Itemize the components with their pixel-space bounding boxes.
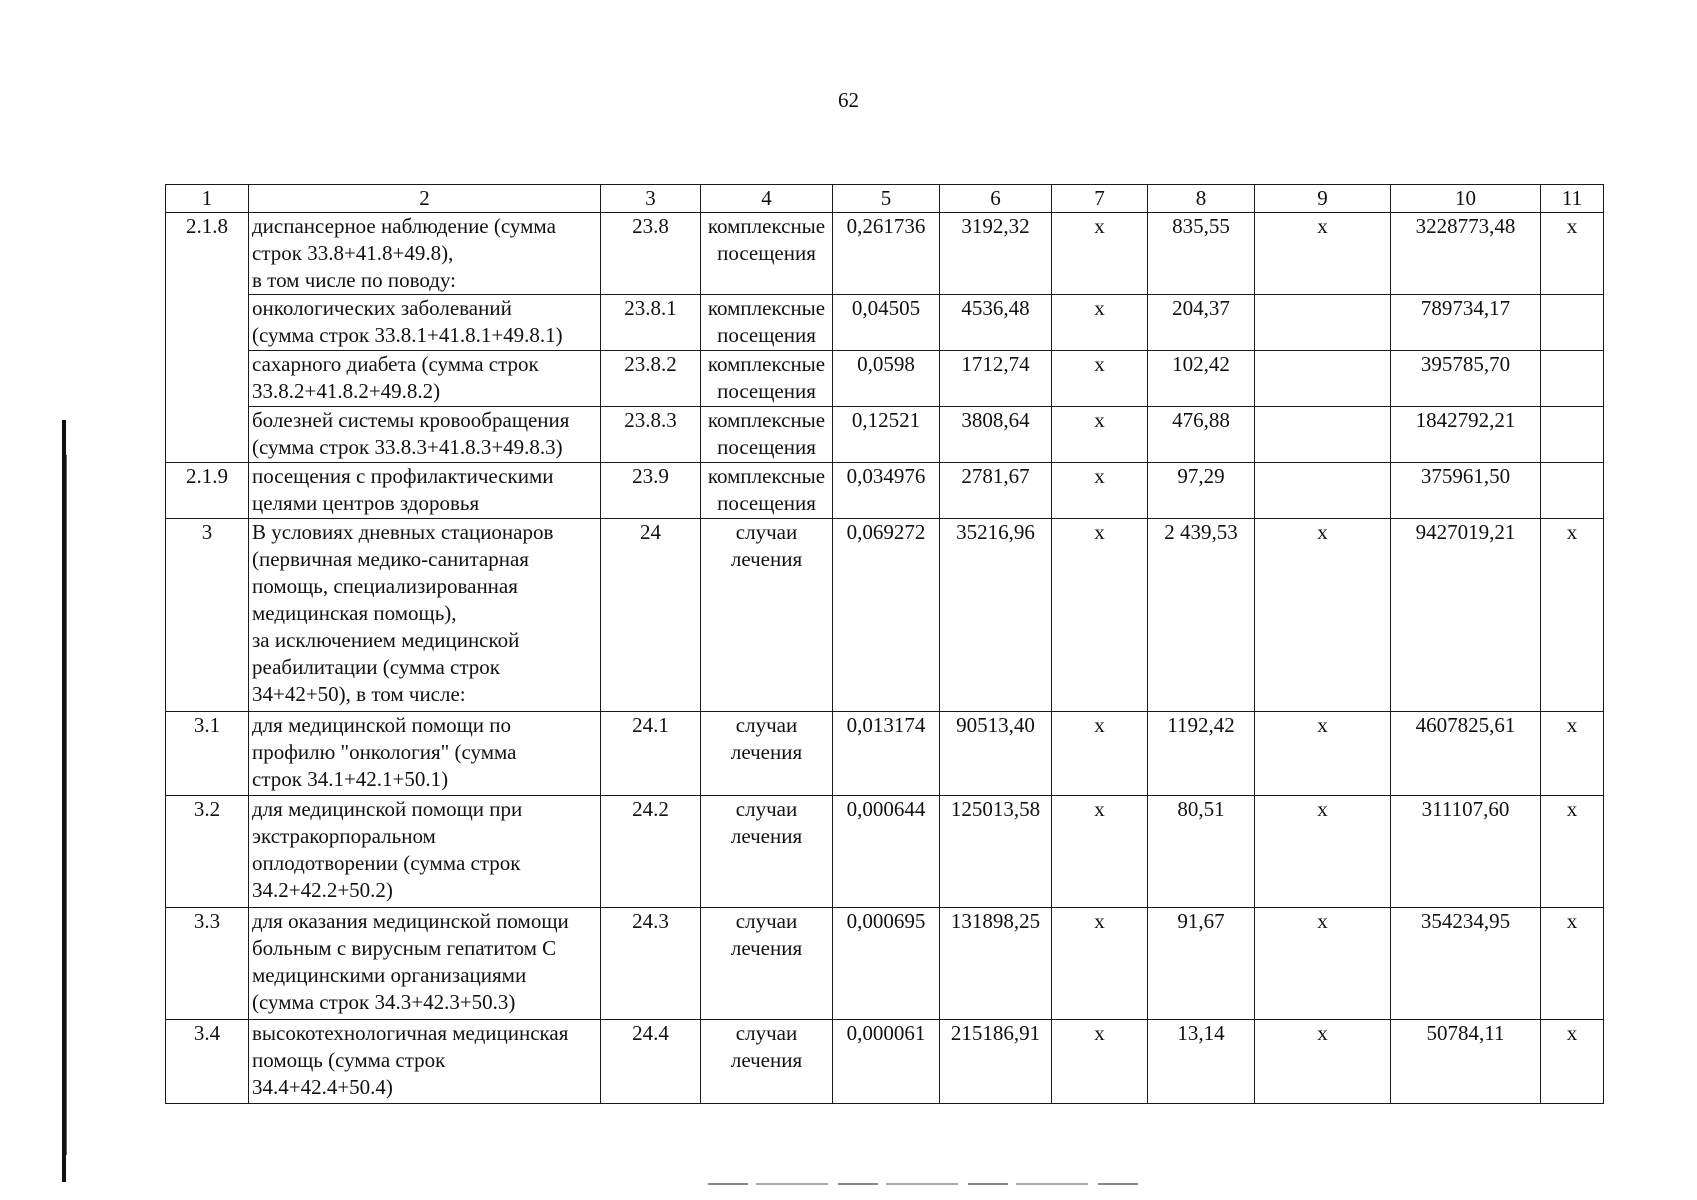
row-value-6: 35216,96 bbox=[940, 519, 1052, 712]
table-row bbox=[166, 407, 1604, 463]
row-value-5: 0,069272 bbox=[833, 519, 940, 712]
row-value-7: х bbox=[1052, 908, 1148, 1020]
row-number: 2.1.9 bbox=[166, 463, 249, 519]
page-number: 62 bbox=[838, 88, 859, 112]
row-value-10: 1842792,21 bbox=[1391, 407, 1541, 463]
scan-noise-line bbox=[708, 1183, 1138, 1185]
row-value-10: 9427019,21 bbox=[1391, 519, 1541, 712]
table-row bbox=[166, 213, 1604, 295]
row-name-line: сахарного диабета (сумма строк bbox=[252, 352, 539, 376]
row-unit-line: случаи bbox=[735, 1021, 798, 1045]
row-value-9: х bbox=[1255, 519, 1391, 712]
row-value-7: х bbox=[1052, 213, 1148, 295]
row-code: 24.2 bbox=[601, 796, 701, 908]
row-value-10: 789734,17 bbox=[1391, 295, 1541, 351]
table-row bbox=[166, 519, 1604, 712]
row-name-line: В условиях дневных стационаров bbox=[252, 520, 554, 544]
row-name bbox=[249, 295, 601, 351]
row-value-7: х bbox=[1052, 407, 1148, 463]
column-number-2: 2 bbox=[249, 185, 601, 213]
row-number bbox=[166, 351, 249, 407]
row-value-7: х bbox=[1052, 712, 1148, 796]
row-unit-line: лечения bbox=[730, 936, 803, 960]
row-name-line: для медицинской помощи по bbox=[252, 713, 512, 737]
column-number-6: 6 bbox=[940, 185, 1052, 213]
row-name-line: высокотехнологичная медицинская bbox=[252, 1021, 569, 1045]
table-row bbox=[166, 1020, 1604, 1104]
row-value-5: 0,000695 bbox=[833, 908, 940, 1020]
row-unit bbox=[701, 908, 833, 1020]
row-value-7: х bbox=[1052, 463, 1148, 519]
row-number bbox=[166, 407, 249, 463]
row-unit bbox=[701, 1020, 833, 1104]
row-unit bbox=[701, 213, 833, 295]
row-value-10: 375961,50 bbox=[1391, 463, 1541, 519]
row-value-7: х bbox=[1052, 295, 1148, 351]
row-code: 23.8.3 bbox=[601, 407, 701, 463]
row-name bbox=[249, 1020, 601, 1104]
row-value-6: 4536,48 bbox=[940, 295, 1052, 351]
row-unit-line: посещения bbox=[717, 323, 816, 347]
row-value-9: х bbox=[1255, 712, 1391, 796]
row-value-5: 0,034976 bbox=[833, 463, 940, 519]
row-code: 24.4 bbox=[601, 1020, 701, 1104]
row-value-8: 2 439,53 bbox=[1148, 519, 1255, 712]
row-number: 3.2 bbox=[166, 796, 249, 908]
row-value-5: 0,000644 bbox=[833, 796, 940, 908]
row-value-6: 3192,32 bbox=[940, 213, 1052, 295]
row-name-line: 34.2+42.2+50.2) bbox=[252, 878, 393, 902]
row-value-7: х bbox=[1052, 351, 1148, 407]
row-number bbox=[166, 295, 249, 351]
column-number-row bbox=[166, 185, 1604, 213]
row-number: 3.1 bbox=[166, 712, 249, 796]
row-name-line: для оказания медицинской помощи bbox=[252, 909, 569, 933]
table-row bbox=[166, 712, 1604, 796]
row-name bbox=[249, 407, 601, 463]
row-name bbox=[249, 213, 601, 295]
row-value-9 bbox=[1255, 463, 1391, 519]
row-name-line: (первичная медико-санитарная bbox=[252, 547, 529, 571]
row-name-line: помощь (сумма строк bbox=[252, 1048, 446, 1072]
row-name-line: (сумма строк 33.8.3+41.8.3+49.8.3) bbox=[252, 435, 563, 459]
row-name-line: для медицинской помощи при bbox=[252, 797, 523, 821]
row-number: 3 bbox=[166, 519, 249, 712]
table-row bbox=[166, 908, 1604, 1020]
column-number-9: 9 bbox=[1255, 185, 1391, 213]
row-name-line: посещения с профилактическими bbox=[252, 464, 554, 488]
row-name-line: медицинскими организациями bbox=[252, 963, 527, 987]
row-unit-line: лечения bbox=[730, 1048, 803, 1072]
row-value-5: 0,013174 bbox=[833, 712, 940, 796]
scan-edge-mark-thin bbox=[66, 455, 67, 1155]
row-value-9: х bbox=[1255, 908, 1391, 1020]
row-name bbox=[249, 351, 601, 407]
row-value-10: 354234,95 bbox=[1391, 908, 1541, 1020]
row-code: 23.8.1 bbox=[601, 295, 701, 351]
row-unit-line: случаи bbox=[735, 909, 798, 933]
row-value-9: х bbox=[1255, 213, 1391, 295]
row-value-8: 204,37 bbox=[1148, 295, 1255, 351]
row-value-6: 1712,74 bbox=[940, 351, 1052, 407]
row-number: 3.3 bbox=[166, 908, 249, 1020]
row-value-6: 90513,40 bbox=[940, 712, 1052, 796]
row-value-6: 3808,64 bbox=[940, 407, 1052, 463]
row-unit-line: посещения bbox=[717, 491, 816, 515]
row-value-6: 131898,25 bbox=[940, 908, 1052, 1020]
row-unit-line: случаи bbox=[735, 797, 798, 821]
row-unit bbox=[701, 712, 833, 796]
row-unit-line: посещения bbox=[717, 435, 816, 459]
row-code: 23.8 bbox=[601, 213, 701, 295]
row-value-8: 97,29 bbox=[1148, 463, 1255, 519]
row-name-line: 34+42+50), в том числе: bbox=[252, 682, 466, 706]
data-table bbox=[165, 184, 1604, 1104]
row-unit-line: случаи bbox=[735, 713, 798, 737]
row-unit-line: лечения bbox=[730, 824, 803, 848]
row-unit-line: комплексные bbox=[707, 296, 826, 320]
row-value-8: 835,55 bbox=[1148, 213, 1255, 295]
row-number: 3.4 bbox=[166, 1020, 249, 1104]
row-value-7: х bbox=[1052, 1020, 1148, 1104]
row-name-line: (сумма строк 33.8.1+41.8.1+49.8.1) bbox=[252, 323, 563, 347]
row-unit-line: посещения bbox=[717, 379, 816, 403]
row-value-6: 125013,58 bbox=[940, 796, 1052, 908]
row-code: 24.1 bbox=[601, 712, 701, 796]
row-value-9: х bbox=[1255, 1020, 1391, 1104]
row-name-line: реабилитации (сумма строк bbox=[252, 655, 500, 679]
row-value-5: 0,000061 bbox=[833, 1020, 940, 1104]
row-unit-line: комплексные bbox=[707, 464, 826, 488]
column-number-8: 8 bbox=[1148, 185, 1255, 213]
row-name-line: целями центров здоровья bbox=[252, 491, 480, 515]
row-name-line: диспансерное наблюдение (сумма bbox=[252, 214, 556, 238]
row-value-8: 91,67 bbox=[1148, 908, 1255, 1020]
row-unit-line: комплексные bbox=[707, 214, 826, 238]
row-value-11 bbox=[1541, 295, 1604, 351]
row-value-9 bbox=[1255, 351, 1391, 407]
row-value-7: х bbox=[1052, 796, 1148, 908]
row-name bbox=[249, 908, 601, 1020]
row-name-line: болезней системы кровообращения bbox=[252, 408, 570, 432]
row-value-9 bbox=[1255, 407, 1391, 463]
row-name-line: больным с вирусным гепатитом С bbox=[252, 936, 557, 960]
column-number-3: 3 bbox=[601, 185, 701, 213]
row-value-11: х bbox=[1541, 796, 1604, 908]
row-value-6: 2781,67 bbox=[940, 463, 1052, 519]
row-unit-line: посещения bbox=[717, 241, 816, 265]
column-number-4: 4 bbox=[701, 185, 833, 213]
row-name-line: медицинская помощь), bbox=[252, 601, 457, 625]
row-name bbox=[249, 796, 601, 908]
row-value-10: 3228773,48 bbox=[1391, 213, 1541, 295]
row-value-11 bbox=[1541, 351, 1604, 407]
row-unit-line: лечения bbox=[730, 740, 803, 764]
row-value-11: х bbox=[1541, 213, 1604, 295]
row-value-8: 13,14 bbox=[1148, 1020, 1255, 1104]
row-name bbox=[249, 519, 601, 712]
row-value-11: х bbox=[1541, 519, 1604, 712]
row-value-10: 50784,11 bbox=[1391, 1020, 1541, 1104]
row-unit-line: лечения bbox=[730, 547, 803, 571]
row-code: 23.9 bbox=[601, 463, 701, 519]
row-value-11 bbox=[1541, 463, 1604, 519]
row-value-9: х bbox=[1255, 796, 1391, 908]
row-unit-line: комплексные bbox=[707, 352, 826, 376]
table-row bbox=[166, 463, 1604, 519]
column-number-7: 7 bbox=[1052, 185, 1148, 213]
row-name-line: (сумма строк 34.3+42.3+50.3) bbox=[252, 990, 516, 1014]
row-value-5: 0,261736 bbox=[833, 213, 940, 295]
row-unit bbox=[701, 407, 833, 463]
column-number-11: 11 bbox=[1541, 185, 1604, 213]
table-row bbox=[166, 351, 1604, 407]
row-unit bbox=[701, 351, 833, 407]
row-value-10: 4607825,61 bbox=[1391, 712, 1541, 796]
row-unit bbox=[701, 796, 833, 908]
row-name-line: помощь, специализированная bbox=[252, 574, 518, 598]
row-value-11: х bbox=[1541, 908, 1604, 1020]
row-name bbox=[249, 463, 601, 519]
row-name-line: строк 33.8+41.8+49.8), bbox=[252, 241, 454, 265]
row-unit-line: случаи bbox=[735, 520, 798, 544]
row-unit bbox=[701, 463, 833, 519]
row-name-line: 34.4+42.4+50.4) bbox=[252, 1075, 393, 1099]
row-value-11 bbox=[1541, 407, 1604, 463]
row-unit bbox=[701, 295, 833, 351]
row-value-8: 1192,42 bbox=[1148, 712, 1255, 796]
row-value-10: 311107,60 bbox=[1391, 796, 1541, 908]
row-name-line: онкологических заболеваний bbox=[252, 296, 512, 320]
row-unit-line: комплексные bbox=[707, 408, 826, 432]
row-value-5: 0,12521 bbox=[833, 407, 940, 463]
row-name-line: 33.8.2+41.8.2+49.8.2) bbox=[252, 379, 441, 403]
row-name bbox=[249, 712, 601, 796]
row-name-line: за исключением медицинской bbox=[252, 628, 520, 652]
row-value-8: 102,42 bbox=[1148, 351, 1255, 407]
row-value-11: х bbox=[1541, 1020, 1604, 1104]
row-value-9 bbox=[1255, 295, 1391, 351]
row-value-7: х bbox=[1052, 519, 1148, 712]
row-code: 23.8.2 bbox=[601, 351, 701, 407]
column-number-1: 1 bbox=[166, 185, 249, 213]
row-value-11: х bbox=[1541, 712, 1604, 796]
table-row bbox=[166, 295, 1604, 351]
row-name-line: профилю "онкология" (сумма bbox=[252, 740, 517, 764]
row-name-line: экстракорпоральном bbox=[252, 824, 436, 848]
row-code: 24 bbox=[601, 519, 701, 712]
row-value-10: 395785,70 bbox=[1391, 351, 1541, 407]
row-name-line: в том числе по поводу: bbox=[252, 268, 457, 292]
row-name-line: строк 34.1+42.1+50.1) bbox=[252, 767, 449, 791]
row-value-5: 0,04505 bbox=[833, 295, 940, 351]
row-code: 24.3 bbox=[601, 908, 701, 1020]
row-unit bbox=[701, 519, 833, 712]
row-number: 2.1.8 bbox=[166, 213, 249, 295]
row-value-8: 476,88 bbox=[1148, 407, 1255, 463]
table-row bbox=[166, 796, 1604, 908]
column-number-5: 5 bbox=[833, 185, 940, 213]
column-number-10: 10 bbox=[1391, 185, 1541, 213]
row-value-5: 0,0598 bbox=[833, 351, 940, 407]
row-value-6: 215186,91 bbox=[940, 1020, 1052, 1104]
row-name-line: оплодотворении (сумма строк bbox=[252, 851, 521, 875]
row-value-8: 80,51 bbox=[1148, 796, 1255, 908]
